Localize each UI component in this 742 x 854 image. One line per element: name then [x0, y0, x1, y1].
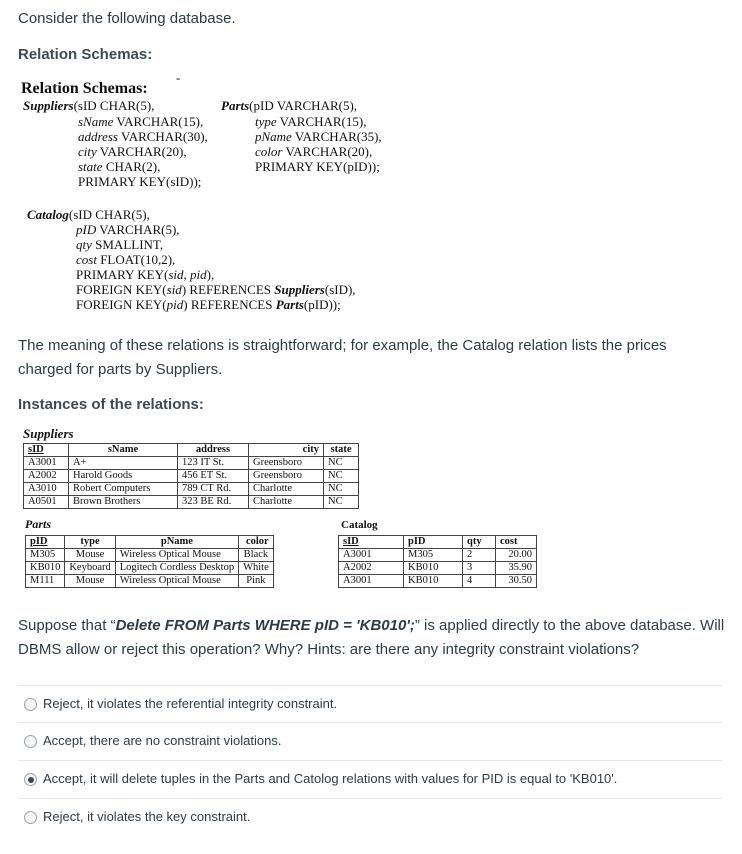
- radio-button[interactable]: [24, 698, 37, 711]
- column-header: city: [249, 444, 324, 457]
- table-cell: 30.50: [496, 575, 537, 588]
- table-row: [26, 575, 274, 588]
- suppliers-table: [23, 443, 359, 509]
- schema-title: Relation Schemas:: [21, 80, 148, 97]
- sql-statement: Delete FROM Parts WHERE pID = 'KB010';: [115, 617, 415, 634]
- instances-image: [20, 426, 540, 596]
- table-cell: A3001: [339, 549, 404, 562]
- question-text: Suppose that “Delete FROM Parts WHERE pID = 'KB010';” is applied directly to the above database. Will DBMS allow or reject this operation? Why? Hints: are there any integrity constraint violations?: [18, 617, 725, 658]
- table-row: [24, 457, 359, 470]
- answer-option[interactable]: [18, 722, 722, 761]
- column-header: pID: [26, 536, 65, 549]
- column-header: sID: [339, 536, 404, 549]
- table-cell: KB010: [404, 562, 463, 575]
- table-cell: 4: [463, 575, 496, 588]
- table-cell: 35.90: [496, 562, 537, 575]
- title-dash: -: [176, 70, 181, 85]
- table-cell: 789 CT Rd.: [178, 483, 249, 496]
- option-label: Accept, there are no constraint violations.: [43, 733, 282, 748]
- table-row: [24, 483, 359, 496]
- meaning-text: The meaning of these relations is straightforward; for example, the Catalog relation lists the prices charged for parts by Suppliers.: [18, 337, 667, 378]
- table-cell: Robert Computers: [69, 483, 178, 496]
- table-cell: Wireless Optical Mouse: [115, 575, 238, 588]
- table-cell: Mouse: [65, 549, 115, 562]
- table-cell: 323 BE Rd.: [178, 496, 249, 509]
- table-cell: Charlotte: [249, 496, 324, 509]
- instances-heading: Instances of the relations:: [18, 396, 204, 413]
- table-row: [26, 549, 274, 562]
- parts-table: [25, 535, 274, 588]
- intro-text: Consider the following database.: [18, 10, 236, 27]
- catalog-table: [338, 535, 537, 588]
- option-label: Reject, it violates the referential integrity constraint.: [43, 696, 338, 711]
- table-cell: Greensboro: [249, 457, 324, 470]
- table-cell: 20.00: [496, 549, 537, 562]
- catalog-title: Catalog: [341, 519, 378, 531]
- option-label: Accept, it will delete tuples in the Parts and Catolog relations with values for PID is equal to 'KB010'.: [43, 771, 618, 786]
- table-cell: KB010: [26, 562, 65, 575]
- schema-image: Relation Schemas: - Suppliers(sID CHAR(5), sName VARCHAR(15), address VARCHAR(30), city VARCHAR(20), state CHAR(2), PRIMARY KEY(sID)); Parts(pID VARCHAR(5), type VARCHAR(15), pName VARCHAR(35), color VARCHAR(20), PRIMARY KEY(pID)); Catalog(sID CHAR(5), pID VARCHAR(5), qty SMALLINT, cost FLOAT(10,2), PRIMARY KEY(sid, pid), FOREIGN KEY(sid) REFERENCES Suppliers(sID), FOREIGN KEY(pid) REFERENCES Parts(pID));: [21, 70, 382, 312]
- column-header: cost: [496, 536, 537, 549]
- table-cell: A3010: [24, 483, 69, 496]
- table-cell: Logitech Cordless Desktop: [115, 562, 238, 575]
- table-row: [339, 562, 537, 575]
- column-header: color: [239, 536, 274, 549]
- answer-option[interactable]: [18, 798, 722, 837]
- table-cell: NC: [324, 496, 359, 509]
- table-row: [26, 562, 274, 575]
- schemas-heading: Relation Schemas:: [18, 46, 153, 63]
- table-cell: Harold Goods: [69, 470, 178, 483]
- radio-button[interactable]: [24, 735, 37, 748]
- radio-button[interactable]: [24, 773, 37, 786]
- table-cell: M111: [26, 575, 65, 588]
- column-header: sID: [24, 444, 69, 457]
- answer-option[interactable]: [18, 685, 722, 724]
- table-cell: KB010: [404, 575, 463, 588]
- table-cell: 3: [463, 562, 496, 575]
- answer-option[interactable]: [18, 760, 722, 799]
- table-cell: Wireless Optical Mouse: [115, 549, 238, 562]
- table-cell: A+: [69, 457, 178, 470]
- table-cell: 456 ET St.: [178, 470, 249, 483]
- table-cell: 2: [463, 549, 496, 562]
- table-cell: Pink: [239, 575, 274, 588]
- table-cell: Charlotte: [249, 483, 324, 496]
- table-row: [24, 470, 359, 483]
- table-cell: A2002: [339, 562, 404, 575]
- table-cell: NC: [324, 457, 359, 470]
- table-cell: A0501: [24, 496, 69, 509]
- column-header: type: [65, 536, 115, 549]
- table-cell: Keyboard: [65, 562, 115, 575]
- column-header: pID: [404, 536, 463, 549]
- table-cell: M305: [26, 549, 65, 562]
- table-cell: Greensboro: [249, 470, 324, 483]
- table-cell: A3001: [24, 457, 69, 470]
- column-header: qty: [463, 536, 496, 549]
- table-cell: White: [239, 562, 274, 575]
- radio-button[interactable]: [24, 811, 37, 824]
- table-cell: A3001: [339, 575, 404, 588]
- column-header: sName: [69, 444, 178, 457]
- table-cell: 123 IT St.: [178, 457, 249, 470]
- column-header: state: [324, 444, 359, 457]
- table-row: [339, 575, 537, 588]
- table-cell: Mouse: [65, 575, 115, 588]
- table-cell: Brown Brothers: [69, 496, 178, 509]
- table-row: [339, 549, 537, 562]
- table-cell: NC: [324, 470, 359, 483]
- parts-title: Parts: [25, 517, 52, 531]
- table-row: [24, 496, 359, 509]
- table-cell: Black: [239, 549, 274, 562]
- column-header: pName: [115, 536, 238, 549]
- column-header: address: [178, 444, 249, 457]
- table-cell: NC: [324, 483, 359, 496]
- table-cell: M305: [404, 549, 463, 562]
- suppliers-title: Suppliers: [23, 426, 74, 441]
- option-label: Reject, it violates the key constraint.: [43, 809, 251, 824]
- table-cell: A2002: [24, 470, 69, 483]
